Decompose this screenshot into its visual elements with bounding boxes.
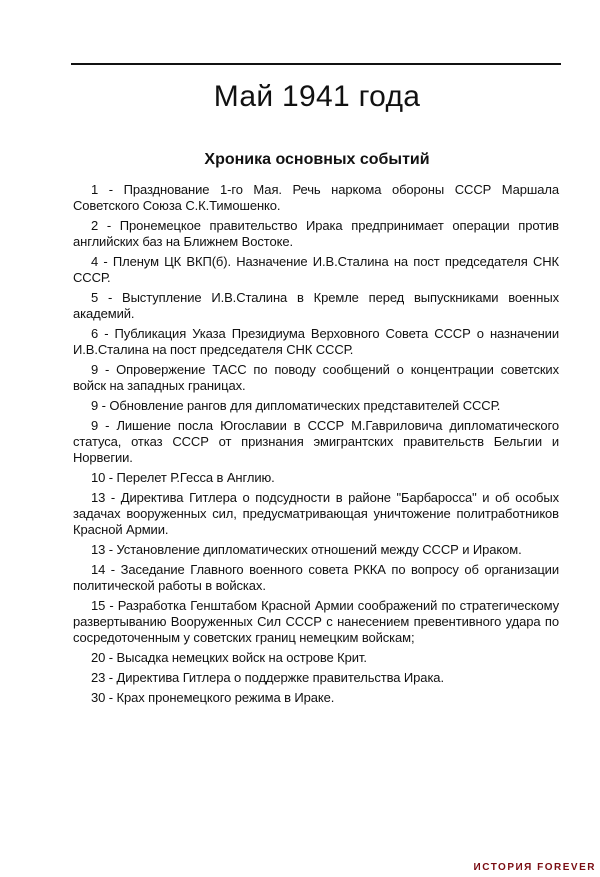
top-divider xyxy=(71,63,561,65)
chronicle-entry-may-4: 4 - Пленум ЦК ВКП(б). Назначение И.В.Сталина на пост председателя СНК СССР. xyxy=(73,254,559,285)
chronicle-entry-may-14: 14 - Заседание Главного военного совета РККА по вопросу об организации политической работы в войсках. xyxy=(73,562,559,593)
chronicle-entry-may-20: 20 - Высадка немецких войск на острове Крит. xyxy=(91,650,367,665)
section-heading: Хроника основных событий xyxy=(204,151,430,168)
chronicle-entry-may-30: 30 - Крах пронемецкого режима в Ираке. xyxy=(91,690,335,705)
chronicle-entry-may-13-directive: 13 - Директива Гитлера о подсудности в районе "Барбаросса" и об особых задачах вооруженных сил, предусматривающая уничтожение политработников Красной Армии. xyxy=(73,490,559,537)
chronicle-entry-may-2: 2 - Пронемецкое правительство Ирака предпринимает операции против английских баз на Ближнем Востоке. xyxy=(73,218,559,249)
chronicle-entry-may-23: 23 - Директива Гитлера о поддержке правительства Ирака. xyxy=(91,670,444,685)
chronicle-entry-may-5: 5 - Выступление И.В.Сталина в Кремле перед выпускниками военных академий. xyxy=(73,290,559,321)
chronicle-entry-may-1: 1 - Празднование 1-го Мая. Речь наркома обороны СССР Маршала Советского Союза С.К.Тимошенко. xyxy=(73,182,559,213)
chronicle-entry-may-9-tass: 9 - Опровержение ТАСС по поводу сообщений о концентрации советских войск на западных границах. xyxy=(73,362,559,393)
chronicle-entry-may-10: 10 - Перелет Р.Гесса в Англию. xyxy=(91,470,275,485)
chronicle-entry-may-6: 6 - Публикация Указа Президиума Верховного Совета СССР о назначении И.В.Сталина на пост председателя СНК СССР. xyxy=(73,326,559,357)
footer-brand-logo: ИСТОРИЯ FOREVER xyxy=(473,862,596,873)
chronicle-entry-may-9-yugoslavia: 9 - Лишение посла Югославии в СССР М.Гавриловича дипломатического статуса, отказ СССР от признания эмигрантских правительств Бельгии и Норвегии. xyxy=(73,418,559,465)
chronicle-entry-may-13-iraq: 13 - Установление дипломатических отношений между СССР и Ираком. xyxy=(91,542,522,557)
event-chronicle-list xyxy=(73,182,559,710)
chronicle-entry-may-9-ranks: 9 - Обновление рангов для дипломатических представителей СССР. xyxy=(91,398,501,413)
page-title: Май 1941 года xyxy=(213,80,421,113)
chronicle-entry-may-15: 15 - Разработка Генштабом Красной Армии соображений по стратегическому развертыванию Вооруженных Сил СССР с нанесением превентивного удара по сосредоточенным у советских границ немецким войскам; xyxy=(73,598,559,645)
